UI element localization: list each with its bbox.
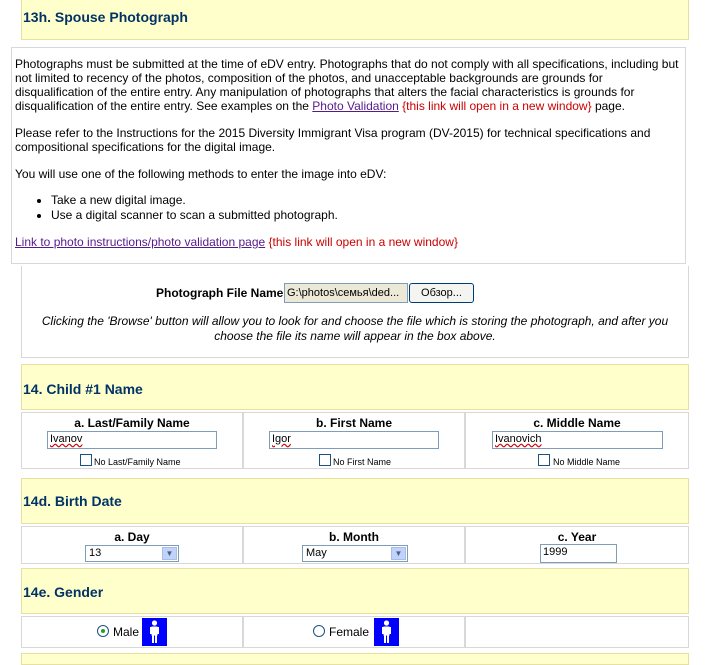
spouse-photo-title: 13h. Spouse Photograph: [23, 9, 188, 25]
gender-empty-cell: [465, 616, 689, 648]
month-cell: [243, 526, 465, 564]
child-name-title: 14. Child #1 Name: [23, 381, 143, 397]
male-radio[interactable]: [97, 625, 109, 637]
chevron-down-icon: ▼: [162, 547, 177, 560]
male-label: Male: [113, 625, 140, 639]
photo-upload-panel: [21, 266, 689, 358]
instructions-link-line: [15, 235, 683, 249]
no-last-name-label: No Last/Family Name: [94, 457, 181, 467]
day-label: a. Day: [114, 530, 150, 544]
gender-section-header: [21, 568, 689, 614]
new-window-note: {this link will open in a new window}: [402, 99, 592, 113]
no-first-name-label: No First Name: [333, 457, 392, 467]
instructions-paragraph: Please refer to the Instructions for the 2015 Diversity Immigrant Visa program (DV-2015) for technical specifications and compositional specifications for the digital image.: [15, 126, 651, 154]
new-window-note: {this link will open in a new window}: [268, 235, 458, 249]
first-name-input[interactable]: Igor: [269, 431, 439, 449]
photo-validation-link[interactable]: Photo Validation: [312, 99, 399, 113]
middle-name-label: c. Middle Name: [533, 416, 621, 430]
year-cell: [465, 526, 689, 564]
day-select[interactable]: 13 ▼: [85, 545, 179, 562]
radio-selected-dot: [101, 629, 105, 633]
photo-instructions-link[interactable]: Link to photo instructions/photo validation page: [15, 235, 266, 249]
month-label: b. Month: [329, 530, 379, 544]
birth-date-title: 14d. Birth Date: [23, 493, 122, 509]
no-middle-name-checkbox[interactable]: [538, 454, 550, 466]
year-label: c. Year: [557, 530, 597, 544]
first-name-cell: [243, 412, 465, 469]
child-name-section-header: [21, 364, 689, 410]
middle-name-cell: [465, 412, 689, 469]
middle-name-input[interactable]: Ivanovich: [492, 431, 663, 449]
month-select[interactable]: May ▼: [302, 545, 408, 562]
spouse-photo-section-header: [21, 0, 689, 40]
method-item: • Take a new digital image.: [51, 193, 683, 208]
year-input[interactable]: 1999: [540, 544, 617, 563]
browse-button[interactable]: Обзор...: [409, 283, 474, 303]
male-person-icon: [142, 618, 167, 646]
male-cell: [21, 616, 243, 648]
first-name-label: b. First Name: [315, 416, 393, 430]
female-label: Female: [329, 625, 370, 639]
no-first-name-checkbox[interactable]: [319, 454, 331, 466]
photo-rules-paragraph: Photographs must be submitted at the time of eDV entry. Photographs that do not comply with all specifications, including but not limited to recency of the photos, composition of the photos, and unacceptable backgrounds are grounds for disqualification of the entire entry. Any manipulation of photographs that alters the facial characteristics is grounds for disqualification of the entire entry. See examples on the Photo Validation {this link will open in a new window} page.: [15, 57, 679, 113]
photo-file-input[interactable]: G:\photos\семья\ded...: [284, 283, 408, 303]
birth-date-section-header: [21, 478, 689, 524]
female-person-icon: [374, 618, 399, 646]
no-last-name-checkbox[interactable]: [80, 454, 92, 466]
photo-info-panel: [11, 47, 686, 264]
no-middle-name-label: No Middle Name: [553, 457, 621, 467]
browse-note: Clicking the 'Browse' button will allow you to look for and choose the file which is storing the photograph, and after you choose the file its name will appear in the box above.: [41, 314, 669, 343]
methods-list: [15, 193, 683, 223]
last-name-input[interactable]: Ivanov: [47, 431, 217, 449]
gender-title: 14e. Gender: [23, 584, 104, 600]
chevron-down-icon: ▼: [391, 547, 406, 560]
method-item: • Use a digital scanner to scan a submitted photograph.: [51, 208, 683, 223]
female-radio[interactable]: [313, 625, 325, 637]
file-name-label: Photograph File Name: [156, 286, 284, 300]
female-cell: [243, 616, 465, 648]
last-name-label: a. Last/Family Name: [74, 416, 190, 430]
day-cell: [21, 526, 243, 564]
last-name-cell: [21, 412, 243, 469]
next-section-header: [21, 653, 689, 665]
methods-intro: You will use one of the following methods to enter the image into eDV:: [15, 167, 387, 181]
